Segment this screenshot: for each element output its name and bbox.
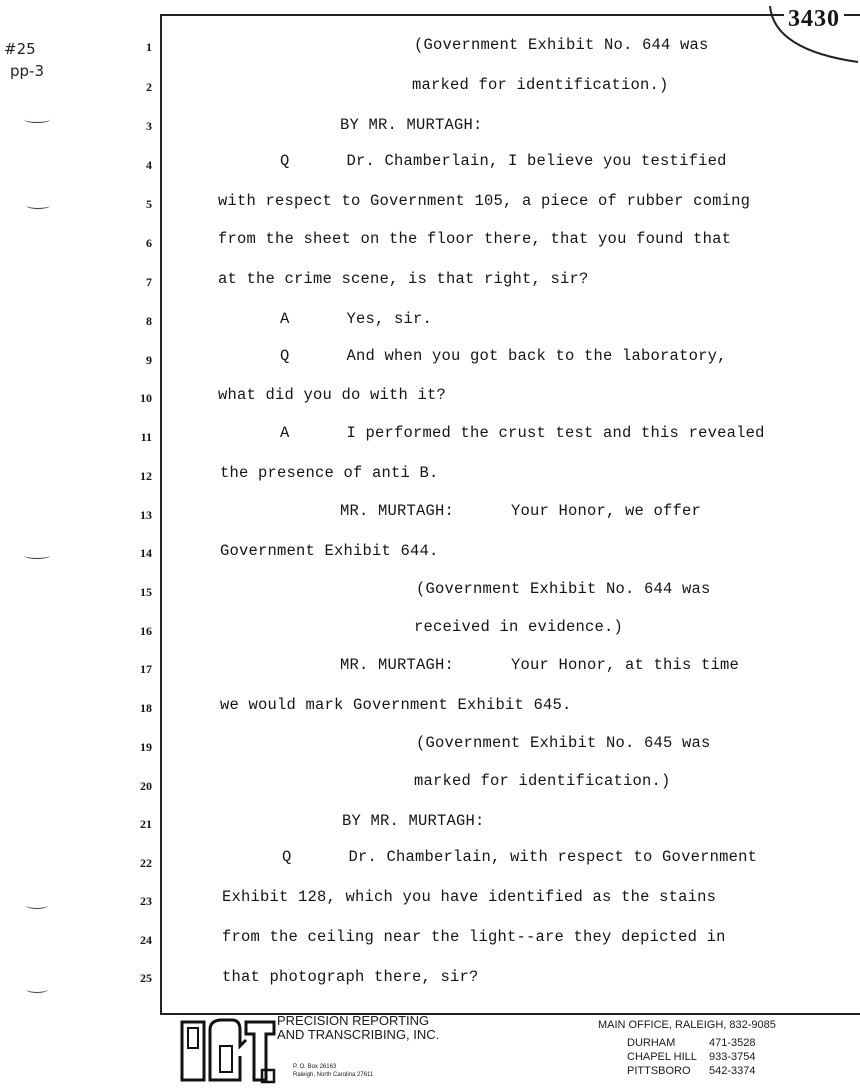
transcript-line: A Yes, sir. xyxy=(280,310,433,328)
transcript-line: MR. MURTAGH: Your Honor, at this time xyxy=(340,656,740,674)
transcript-line: BY MR. MURTAGH: xyxy=(340,116,483,134)
line-number: 6 xyxy=(146,236,152,250)
company-city: Raleigh, North Carolina 27611 xyxy=(293,1072,374,1078)
transcript-line: Q And when you got back to the laboratory, xyxy=(280,347,727,365)
main-office: MAIN OFFICE, RALEIGH, 832-9085 xyxy=(598,1019,776,1031)
office-phone: 471-3528 xyxy=(709,1037,756,1049)
transcript-line: MR. MURTAGH: Your Honor, we offer xyxy=(340,502,702,520)
office-phone: 542-3374 xyxy=(709,1065,756,1077)
line-number: 7 xyxy=(146,275,152,289)
transcript-line: Q Dr. Chamberlain, with respect to Government xyxy=(282,848,758,866)
po-box: P. O. Box 26163 xyxy=(293,1064,337,1070)
transcript-line: what did you do with it? xyxy=(218,386,447,404)
logo-text: P&T xyxy=(228,1056,230,1057)
margin-mark xyxy=(24,116,50,123)
margin-mark xyxy=(26,902,48,909)
transcript-line: (Government Exhibit No. 645 was xyxy=(416,734,711,752)
transcript-line: that photograph there, sir? xyxy=(222,968,479,986)
line-number: 4 xyxy=(146,158,152,172)
line-number: 25 xyxy=(140,971,152,985)
transcript-line: (Government Exhibit No. 644 was xyxy=(416,580,711,598)
line-number: 12 xyxy=(140,469,152,483)
transcript-line: received in evidence.) xyxy=(414,618,624,636)
line-number: 13 xyxy=(140,508,152,522)
line-number: 23 xyxy=(140,894,152,908)
office-phone: 933-3754 xyxy=(709,1051,756,1063)
margin-note-pages: pp-3 xyxy=(10,62,44,80)
transcript-line: from the sheet on the floor there, that you found that xyxy=(218,230,732,248)
office-city: PITTSBORO xyxy=(627,1065,691,1077)
transcript-line: the presence of anti B. xyxy=(220,464,439,482)
line-number: 11 xyxy=(140,430,152,444)
margin-mark xyxy=(24,552,50,559)
line-number: 1 xyxy=(146,40,152,54)
margin-note-exhibit: #25 xyxy=(4,40,36,58)
line-number: 10 xyxy=(140,391,152,405)
line-number: 2 xyxy=(146,80,152,94)
company-name-line1: PRECISION REPORTING xyxy=(277,1013,430,1028)
transcript-line: marked for identification.) xyxy=(414,772,671,790)
company-logo xyxy=(180,1016,276,1084)
line-number: 3 xyxy=(146,119,152,133)
line-number: 16 xyxy=(140,624,152,638)
line-number: 14 xyxy=(140,546,152,560)
transcript-line: we would mark Government Exhibit 645. xyxy=(220,696,572,714)
line-number: 22 xyxy=(140,856,152,870)
page-number: 3430 xyxy=(784,6,844,33)
transcript-line: BY MR. MURTAGH: xyxy=(342,812,485,830)
line-number: 24 xyxy=(140,933,152,947)
line-number: 15 xyxy=(140,585,152,599)
transcript-line: A I performed the crust test and this revealed xyxy=(280,424,765,442)
transcript-line: from the ceiling near the light--are they depicted in xyxy=(222,928,726,946)
line-number: 9 xyxy=(146,353,152,367)
transcript-line: marked for identification.) xyxy=(412,76,669,94)
transcript-line: at the crime scene, is that right, sir? xyxy=(218,270,589,288)
line-number: 18 xyxy=(140,701,152,715)
transcript-line: (Government Exhibit No. 644 was xyxy=(414,36,709,54)
line-number: 21 xyxy=(140,817,152,831)
margin-mark xyxy=(26,202,50,209)
transcript-line: Exhibit 128, which you have identified as the stains xyxy=(222,888,717,906)
transcript-line: Government Exhibit 644. xyxy=(220,542,439,560)
line-number: 17 xyxy=(140,662,152,676)
transcript-line: Q Dr. Chamberlain, I believe you testified xyxy=(280,152,727,170)
transcript-line: with respect to Government 105, a piece of rubber coming xyxy=(218,192,751,210)
line-number: 5 xyxy=(146,197,152,211)
line-number: 8 xyxy=(146,314,152,328)
office-city: CHAPEL HILL xyxy=(627,1051,697,1063)
company-name-line2: AND TRANSCRIBING, INC. xyxy=(277,1027,440,1042)
line-number: 19 xyxy=(140,740,152,754)
margin-mark xyxy=(26,986,48,993)
line-number: 20 xyxy=(140,779,152,793)
office-city: DURHAM xyxy=(627,1037,676,1049)
